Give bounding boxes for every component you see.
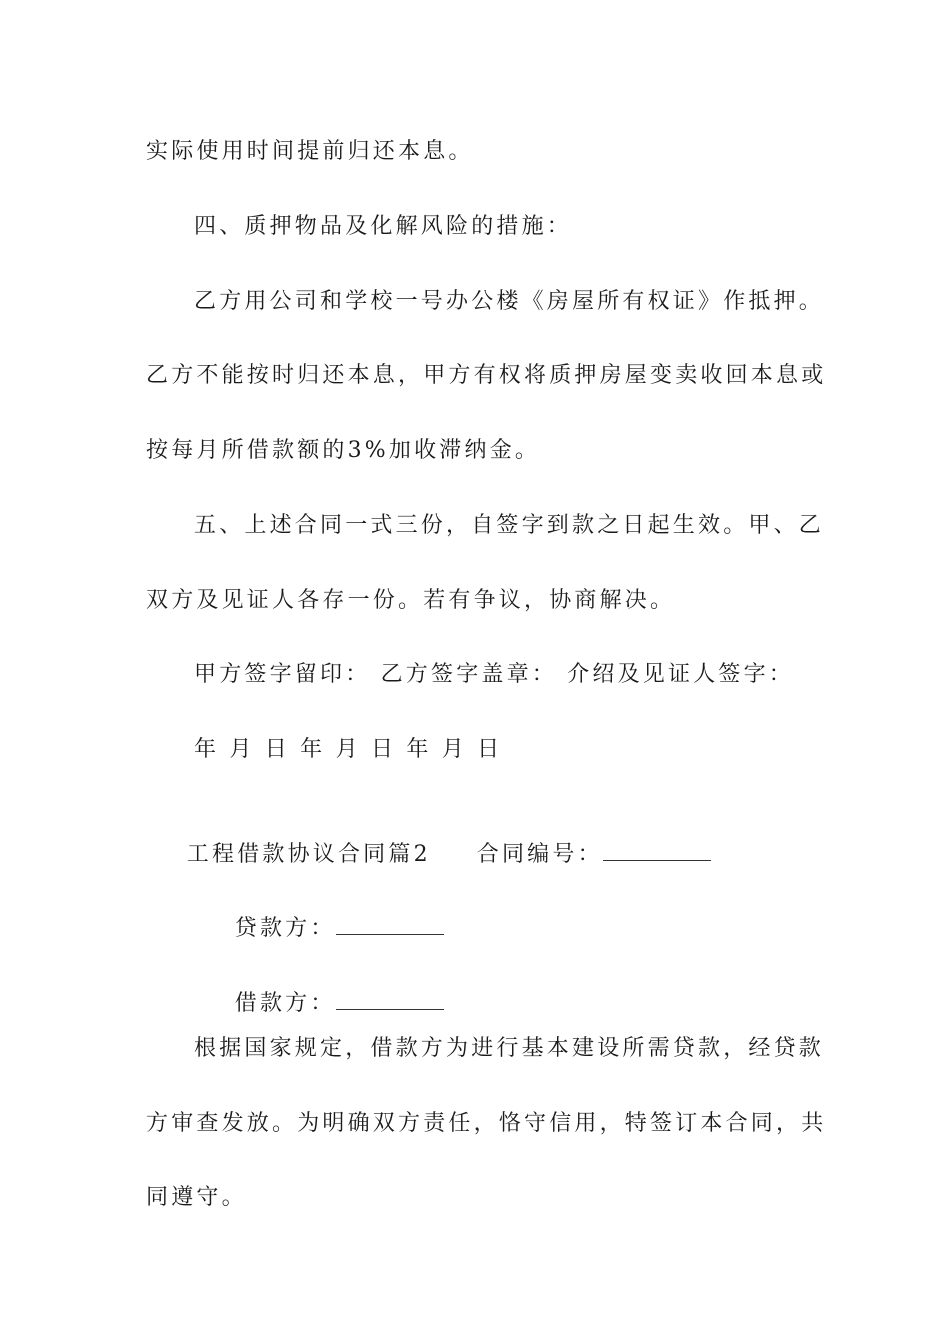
signature-labels: 甲方签字留印： 乙方签字盖章： 介绍及见证人签字： (194, 662, 794, 687)
contract-title: 工程借款协议合同篇2 (186, 842, 431, 867)
signature-dates: 年 月 日 年 月 日 年 月 日 (194, 737, 503, 762)
paragraph-line: 按每月所借款额的3%加收滞纳金。 (146, 438, 541, 463)
lender-label: 贷款方： (234, 916, 336, 941)
paragraph-line: 同遵守。 (146, 1185, 247, 1210)
borrower-label: 借款方： (234, 991, 336, 1016)
section-heading-4: 四、质押物品及化解风险的措施： (194, 214, 573, 239)
section-heading-5: 五、上述合同一式三份，自签字到款之日起生效。甲、乙 (194, 513, 825, 538)
paragraph-line: 方审查发放。为明确双方责任，恪守信用，特签订本合同，共 (146, 1111, 827, 1136)
contract-number-label: 合同编号： (476, 842, 603, 867)
paragraph-line: 乙方不能按时归还本息，甲方有权将质押房屋变卖收回本息或 (146, 363, 827, 388)
paragraph-line: 实际使用时间提前归还本息。 (146, 139, 474, 164)
paragraph-line: 乙方用公司和学校一号办公楼《房屋所有权证》作抵押。 (194, 289, 825, 314)
paragraph-line: 双方及见证人各存一份。若有争议，协商解决。 (146, 588, 676, 613)
contract-number-blank (603, 842, 711, 861)
lender-blank (336, 916, 444, 935)
borrower-blank (336, 991, 444, 1010)
paragraph-line: 根据国家规定，借款方为进行基本建设所需贷款，经贷款 (194, 1036, 825, 1061)
